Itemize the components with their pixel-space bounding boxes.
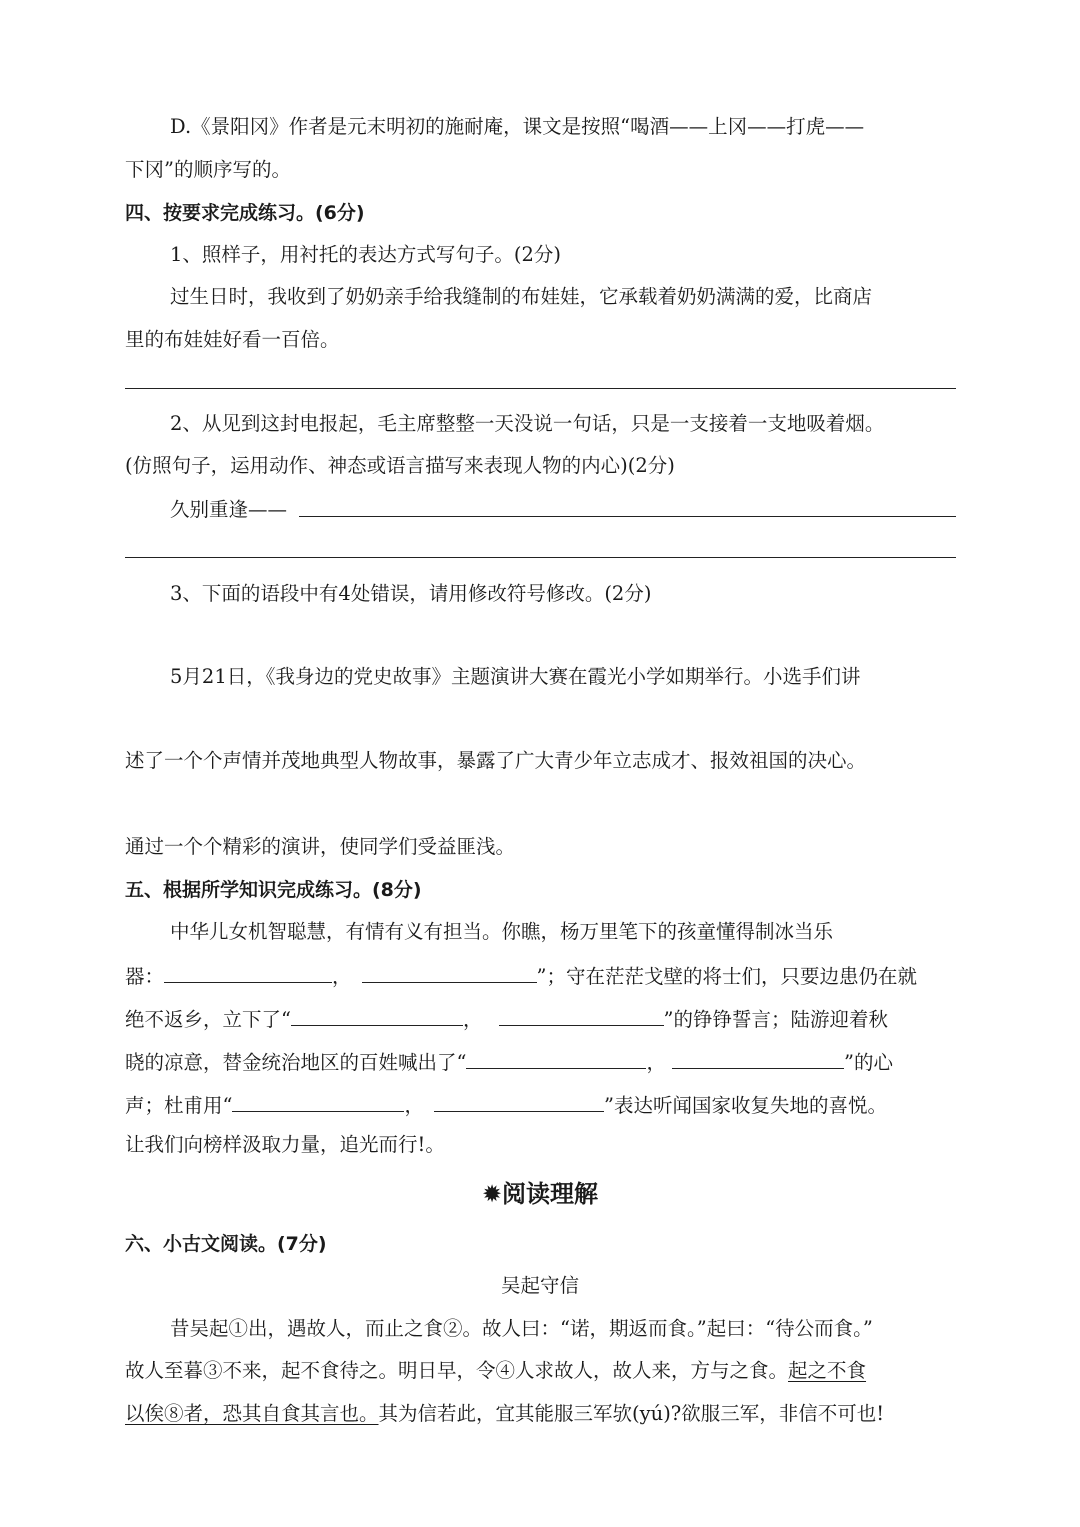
passage-title: 吴起守信 xyxy=(500,1274,579,1297)
section4-heading: 四、按要求完成练习。(6分) xyxy=(125,202,365,224)
blank-1[interactable] xyxy=(164,960,332,983)
item3-para-line3: 通过一个个精彩的演讲，使同学们受益匪浅。 xyxy=(125,835,516,858)
section5-line3 xyxy=(125,1003,888,1031)
section5-line4-b: ， xyxy=(646,1051,666,1074)
item3-para-line1: 5月21日，《我身边的党史故事》主题演讲大赛在霞光小学如期举行。小选手们讲 xyxy=(170,665,861,688)
section5-line4 xyxy=(125,1046,893,1074)
section5-line2 xyxy=(125,960,917,988)
section5-line4-c: ”的心 xyxy=(844,1051,893,1074)
passage-line2 xyxy=(125,1357,866,1385)
section5-line2-c: ”；守在茫茫戈壁的将士们，只要边患仍在就 xyxy=(536,965,918,988)
reading-title: ✹阅读理解 xyxy=(481,1180,599,1208)
option-d-line2: 下冈”的顺序写的。 xyxy=(125,158,291,181)
blank-6[interactable] xyxy=(672,1046,844,1069)
item3-para-line2: 述了一个个声情并茂地典型人物故事，暴露了广大青少年立志成才、报效祖国的决心。 xyxy=(125,749,867,772)
item2-lead: 久别重逢—— xyxy=(170,498,288,521)
passage-line3-b: 其为信若此，宜其能服三军欤(yú)?欲服三军，非信不可也! xyxy=(378,1402,885,1425)
item1-prompt: 1、照样子，用衬托的表达方式写句子。(2分) xyxy=(170,243,562,266)
section5-line3-b: ， xyxy=(462,1008,483,1031)
section5-line1: 中华儿女机智聪慧，有情有义有担当。你瞧，杨万里笔下的孩童懂得制冰当乐 xyxy=(170,920,834,943)
item2-prompt-line1: 2、从见到这封电报起，毛主席整整一天没说一句话，只是一支接着一支地吸着烟。 xyxy=(170,412,885,435)
item2-prompt-line2: (仿照句子，运用动作、神态或语言描写来表现人物的内心)(2分) xyxy=(125,454,675,477)
passage-underlined-1: 起之不食 xyxy=(788,1359,867,1382)
blank-2[interactable] xyxy=(362,960,537,983)
item1-example-line1: 过生日时，我收到了奶奶亲手给我缝制的布娃娃，它承载着奶奶满满的爱，比商店 xyxy=(170,285,873,308)
blank-7[interactable] xyxy=(232,1089,404,1112)
passage-underlined-2: 以俟⑧者，恐其自食其言也。 xyxy=(125,1402,379,1425)
section5-line5 xyxy=(125,1089,887,1117)
blank-8[interactable] xyxy=(434,1089,604,1112)
section5-line4-a: 晓的凉意，替金统治地区的百姓喊出了“ xyxy=(125,1051,467,1074)
item1-answer-line[interactable] xyxy=(125,388,956,389)
passage-line1: 昔吴起①出，遇故人，而止之食②。故人曰：“诺，期返而食。”起曰：“待公而食。” xyxy=(170,1317,873,1340)
section5-line5-c: ”表达听闻国家收复失地的喜悦。 xyxy=(604,1094,887,1117)
section5-line2-a: 器： xyxy=(125,965,165,988)
section5-line3-a: 绝不返乡，立下了“ xyxy=(125,1008,291,1031)
section5-line5-a: 声；杜甫用“ xyxy=(125,1094,233,1117)
passage-line2-a: 故人至暮③不来，起不食待之。明日早，令④人求故人，故人来，方与之食。 xyxy=(125,1359,789,1382)
item3-prompt: 3、下面的语段中有4处错误，请用修改符号修改。(2分) xyxy=(170,582,652,605)
blank-4[interactable] xyxy=(499,1003,664,1026)
section6-heading: 六、小古文阅读。(7分) xyxy=(125,1233,327,1255)
section5-line2-b: ， xyxy=(332,965,352,988)
blank-5[interactable] xyxy=(466,1046,646,1069)
item2-answer-line1[interactable] xyxy=(299,516,956,517)
section5-line5-b: ， xyxy=(404,1094,424,1117)
item2-answer-line2[interactable] xyxy=(125,557,956,558)
section5-line6: 让我们向榜样汲取力量，追光而行!。 xyxy=(125,1133,445,1156)
blank-3[interactable] xyxy=(291,1003,463,1026)
option-d-line1: D.《景阳冈》作者是元末明初的施耐庵，课文是按照“喝酒——上冈——打虎—— xyxy=(170,115,865,138)
section5-heading: 五、根据所学知识完成练习。(8分) xyxy=(125,879,422,901)
passage-line3 xyxy=(125,1400,884,1428)
item1-example-line2: 里的布娃娃好看一百倍。 xyxy=(125,328,340,351)
section5-line3-c: ”的铮铮誓言；陆游迎着秋 xyxy=(663,1008,888,1031)
